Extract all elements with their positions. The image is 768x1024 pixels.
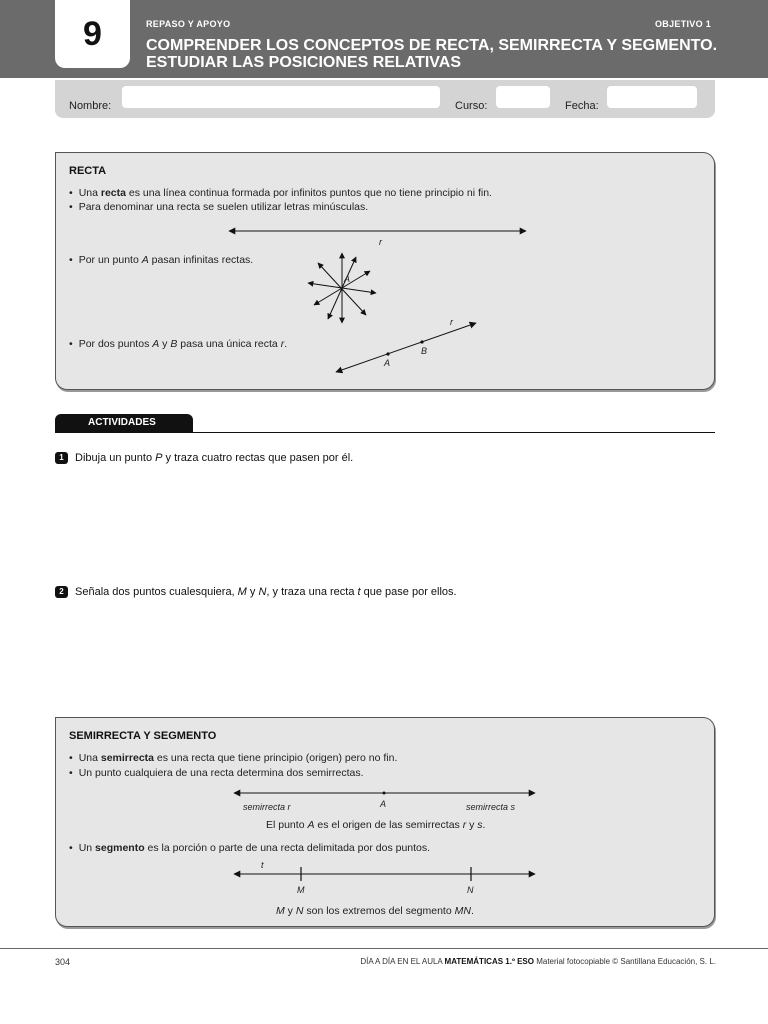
origin-point-a: [383, 792, 386, 795]
semirrecta-bullet-3: [69, 842, 430, 854]
point-a-label: A: [380, 799, 387, 809]
bold-term: segmento: [95, 842, 145, 854]
exercise-number: 2: [55, 586, 68, 598]
text: es el origen de las semirrectas: [314, 819, 463, 831]
ray-r-label: semirrecta r: [243, 802, 291, 812]
name-label: Nombre:: [69, 100, 112, 112]
text: .: [284, 338, 288, 350]
recta-bullet-4: [69, 338, 287, 350]
italic-b: B: [170, 338, 178, 350]
text: y: [284, 905, 296, 917]
italic-p: P: [155, 452, 163, 464]
line-r-label: r: [450, 317, 453, 327]
title-line-2: ESTUDIAR LAS POSICIONES RELATIVAS: [146, 54, 461, 71]
text: .: [470, 905, 474, 917]
footer-divider: [0, 948, 768, 949]
page-title: [146, 37, 746, 71]
italic-a: A: [307, 819, 315, 831]
text: es la porción o parte de una recta delimitada por dos puntos.: [144, 842, 431, 854]
italic-a: A: [141, 254, 149, 266]
book-title: MATEMÁTICAS 1.º ESO: [444, 957, 534, 966]
activities-divider: [55, 432, 715, 433]
text: y: [246, 586, 259, 598]
italic-r: r: [280, 338, 285, 350]
text: Un: [78, 842, 96, 854]
point-b-label: B: [421, 346, 428, 356]
date-field[interactable]: [607, 86, 697, 108]
rays-figure: [231, 786, 541, 816]
page-number: 304: [55, 957, 71, 967]
page-header: [0, 0, 768, 78]
italic-r: r: [462, 819, 467, 831]
title-line-1: COMPRENDER LOS CONCEPTOS DE RECTA, SEMIRRECTA Y SEGMENTO.: [146, 37, 718, 54]
text: Señala dos puntos cualesquiera,: [75, 586, 238, 598]
point-n-label: N: [467, 885, 474, 895]
line-t-label: t: [261, 860, 264, 870]
segment-figure: [231, 860, 541, 900]
course-field[interactable]: [496, 86, 550, 108]
italic-s: s: [477, 819, 483, 831]
exercise-number: 1: [55, 452, 68, 464]
course-label: Curso:: [455, 100, 488, 112]
point-b: [420, 340, 423, 343]
text: y: [159, 338, 171, 350]
recta-panel: [55, 152, 715, 390]
italic-n: N: [258, 586, 267, 598]
line-through-two-points-figure: [326, 313, 486, 373]
rays-caption: [266, 819, 485, 831]
activities-tab: ACTIVIDADES: [55, 414, 193, 432]
objective-label: OBJETIVO 1: [655, 19, 712, 29]
text: y: [466, 819, 478, 831]
text: Dibuja un punto: [75, 452, 156, 464]
semirrecta-bullet-1: [69, 752, 397, 764]
italic-mn: MN: [454, 905, 471, 917]
text: son los extremos del segmento: [303, 905, 455, 917]
text: que pase por ellos.: [360, 586, 457, 598]
recta-bullet-2: • Para denominar una recta se suelen utilizar letras minúsculas.: [69, 201, 368, 213]
bold-term: semirrecta: [100, 752, 154, 764]
student-info-bar: [55, 80, 715, 118]
recta-bullet-3: [69, 254, 253, 266]
point-a-label: A: [344, 274, 351, 284]
text: Una: [78, 187, 101, 199]
italic-n: N: [295, 905, 304, 917]
exercise-2: [55, 586, 457, 598]
line-ab: [336, 323, 476, 372]
footer-credits: [360, 957, 716, 966]
ray-s-label: semirrecta s: [466, 802, 516, 812]
text: y traza cuatro rectas que pasen por él.: [162, 452, 354, 464]
italic-m: M: [276, 905, 285, 917]
text: Una: [78, 752, 101, 764]
bold-term: recta: [100, 187, 126, 199]
text: Por un punto: [78, 254, 142, 266]
line-r-label: r: [379, 237, 382, 247]
text: Por dos puntos: [78, 338, 153, 350]
semirrecta-bullet-2: • Un punto cualquiera de una recta determina dos semirrectas.: [69, 767, 364, 779]
point-a-label: A: [384, 358, 391, 368]
text: es una línea continua formada por infinitos puntos que no tiene principio ni fin.: [125, 187, 492, 199]
text: pasan infinitas rectas.: [148, 254, 254, 266]
semirrecta-panel: [55, 717, 715, 927]
text: El punto: [266, 819, 308, 831]
point-m-label: M: [297, 885, 305, 895]
unit-number: 9: [55, 0, 130, 68]
segment-caption: [276, 905, 474, 917]
text: , y traza una recta: [266, 586, 358, 598]
text: Material fotocopiable © Santillana Educación, S. L.: [534, 957, 716, 966]
semirrecta-title: SEMIRRECTA Y SEGMENTO: [69, 730, 217, 742]
text: es una recta que tiene principio (origen) pero no fin.: [154, 752, 398, 764]
text: pasa una única recta: [177, 338, 281, 350]
italic-m: M: [237, 586, 247, 598]
recta-title: RECTA: [69, 165, 107, 177]
exercise-1: [55, 452, 353, 464]
date-label: Fecha:: [565, 100, 599, 112]
text: .: [482, 819, 486, 831]
text: DÍA A DÍA EN EL AULA: [360, 957, 445, 966]
line-r-figure: [226, 223, 531, 249]
point-a: [386, 352, 389, 355]
name-field[interactable]: [122, 86, 440, 108]
italic-a: A: [152, 338, 160, 350]
italic-t: t: [357, 586, 361, 598]
section-label: REPASO Y APOYO: [146, 19, 231, 29]
recta-bullet-1: [69, 187, 492, 199]
